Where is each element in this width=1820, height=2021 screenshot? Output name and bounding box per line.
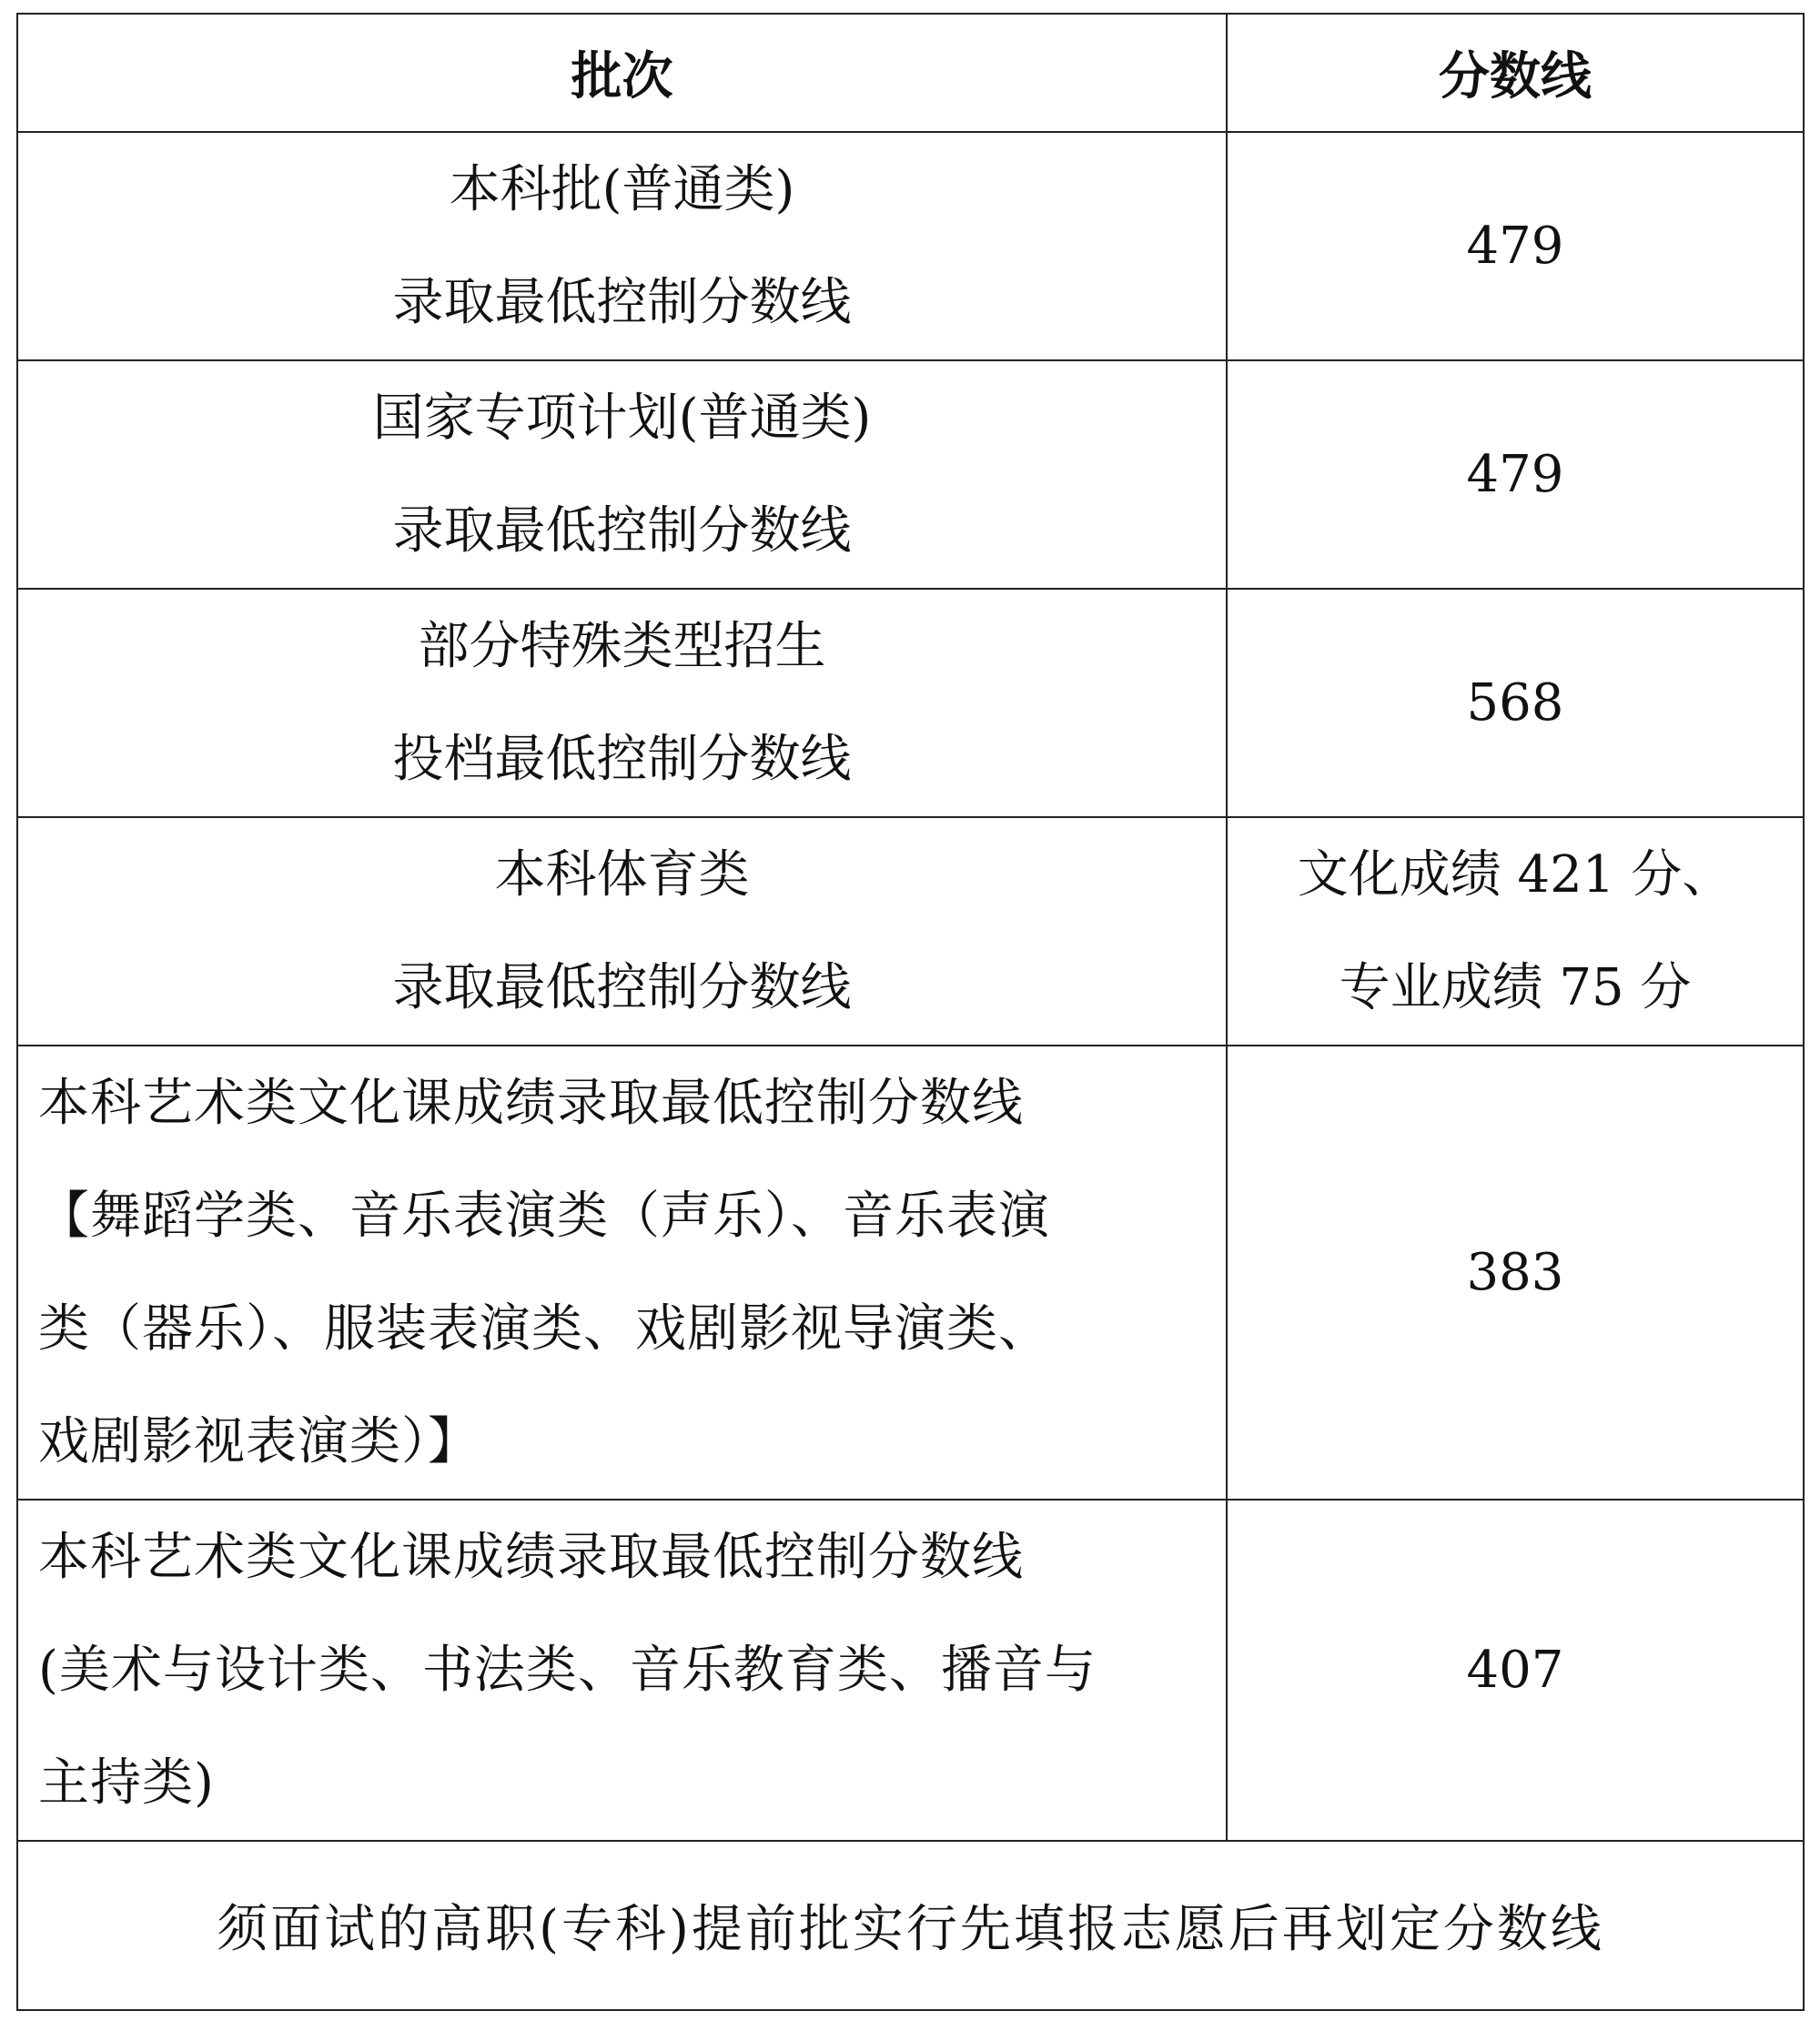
batch-line: 投档最低控制分数线 bbox=[392, 729, 852, 789]
score-cell bbox=[1227, 360, 1804, 589]
score-value: 568 bbox=[1466, 673, 1564, 733]
batch-cell bbox=[17, 360, 1227, 589]
score-value: 383 bbox=[1466, 1243, 1564, 1302]
batch-line: 本科艺术类文化课成绩录取最低控制分数线 bbox=[38, 1073, 1024, 1133]
score-cell bbox=[1227, 817, 1804, 1046]
table-row bbox=[17, 1500, 1804, 1841]
batch-line: 主持类) bbox=[38, 1753, 215, 1813]
batch-line: 录取最低控制分数线 bbox=[392, 500, 852, 561]
batch-line: 国家专项计划(普通类) bbox=[372, 388, 872, 448]
score-cell bbox=[1227, 132, 1804, 360]
batch-line: 戏剧影视表演类）】 bbox=[38, 1411, 480, 1471]
table-row bbox=[17, 360, 1804, 589]
score-cell bbox=[1227, 589, 1804, 817]
table-footer-row bbox=[17, 1841, 1804, 2010]
score-value: 479 bbox=[1466, 217, 1564, 276]
batch-line: 部分特殊类型招生 bbox=[418, 616, 826, 676]
table-row bbox=[17, 589, 1804, 817]
score-value: 479 bbox=[1466, 445, 1564, 504]
score-value: 文化成绩 421 分、 bbox=[1297, 844, 1734, 904]
table-row bbox=[17, 1046, 1804, 1500]
batch-cell bbox=[17, 589, 1227, 817]
batch-cell bbox=[17, 1046, 1227, 1500]
table-header-row bbox=[17, 14, 1804, 132]
header-score: 分数线 bbox=[1227, 14, 1804, 132]
batch-line: (美术与设计类、书法类、音乐教育类、播音与 bbox=[38, 1640, 1097, 1700]
batch-line: 录取最低控制分数线 bbox=[392, 272, 852, 332]
score-value: 407 bbox=[1466, 1641, 1564, 1700]
footer-note: 须面试的高职(专科)提前批实行先填报志愿后再划定分数线 bbox=[17, 1841, 1804, 2010]
batch-line: 类（器乐）、服装表演类、戏剧影视导演类、 bbox=[38, 1298, 1050, 1359]
score-cell bbox=[1227, 1046, 1804, 1500]
batch-line: 【舞蹈学类、音乐表演类（声乐）、音乐表演 bbox=[38, 1186, 1050, 1246]
batch-line: 本科体育类 bbox=[494, 844, 750, 904]
batch-cell bbox=[17, 1500, 1227, 1841]
batch-line: 录取最低控制分数线 bbox=[392, 957, 852, 1017]
score-table bbox=[16, 13, 1805, 2011]
table-row bbox=[17, 817, 1804, 1046]
score-value: 专业成绩 75 分 bbox=[1339, 957, 1692, 1017]
batch-line: 本科批(普通类) bbox=[449, 159, 795, 219]
batch-line: 本科艺术类文化课成绩录取最低控制分数线 bbox=[38, 1527, 1024, 1587]
batch-cell bbox=[17, 817, 1227, 1046]
batch-cell bbox=[17, 132, 1227, 360]
table-row bbox=[17, 132, 1804, 360]
header-batch: 批次 bbox=[17, 14, 1227, 132]
score-cell bbox=[1227, 1500, 1804, 1841]
